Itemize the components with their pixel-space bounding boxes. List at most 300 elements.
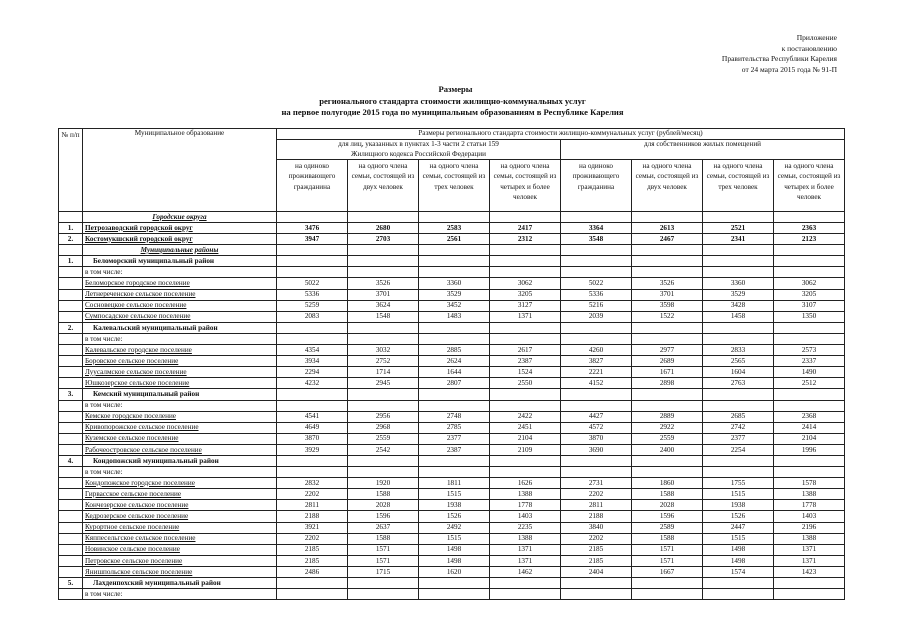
value-cell: 2945 [348, 378, 419, 389]
table-row [59, 278, 845, 289]
empty-cell [774, 589, 845, 600]
empty-cell [703, 245, 774, 256]
row-num-cell [59, 411, 83, 422]
row-num-cell [59, 444, 83, 455]
table-row [59, 311, 845, 322]
value-cell: 2583 [419, 223, 490, 234]
empty-cell [632, 267, 703, 278]
value-cell: 3947 [277, 234, 348, 245]
settlement-name: Калевальское городское поселение [83, 345, 277, 356]
value-cell: 2613 [632, 223, 703, 234]
empty-cell [277, 333, 348, 344]
settlement-name: Сумпосадское сельское поселение [83, 311, 277, 322]
empty-cell [703, 589, 774, 600]
value-cell: 3062 [774, 278, 845, 289]
value-cell: 3107 [774, 300, 845, 311]
settlement-name: Гирвасское сельское поселение [83, 489, 277, 500]
empty-cell [419, 467, 490, 478]
empty-cell [561, 267, 632, 278]
empty-cell [419, 400, 490, 411]
table-row [59, 467, 845, 478]
row-number: 4. [59, 455, 83, 466]
value-cell: 1604 [703, 367, 774, 378]
value-cell: 2703 [348, 234, 419, 245]
value-cell: 1667 [632, 566, 703, 577]
empty-cell [703, 333, 774, 344]
settlement-name: Сосновецкое сельское поселение [83, 300, 277, 311]
value-cell: 3529 [419, 289, 490, 300]
empty-cell [490, 333, 561, 344]
value-cell: 1578 [774, 478, 845, 489]
header-municipality: Муниципальное образование [83, 129, 277, 212]
value-cell: 3921 [277, 522, 348, 533]
value-cell: 4572 [561, 422, 632, 433]
table-row [59, 378, 845, 389]
table-row [59, 356, 845, 367]
value-cell: 2889 [632, 411, 703, 422]
value-cell: 2521 [703, 223, 774, 234]
value-cell: 2104 [774, 433, 845, 444]
empty-cell [348, 267, 419, 278]
empty-cell [277, 267, 348, 278]
table-row [59, 333, 845, 344]
value-cell: 3526 [348, 278, 419, 289]
value-cell: 1938 [419, 500, 490, 511]
row-num-cell [59, 367, 83, 378]
subheading: в том числе: [83, 589, 277, 600]
table-row [59, 211, 845, 222]
header-col: на одного члена семьи, состоящей из четырех и более человек [774, 159, 845, 211]
value-cell: 2188 [561, 511, 632, 522]
value-cell: 2221 [561, 367, 632, 378]
empty-cell [490, 455, 561, 466]
value-cell: 1620 [419, 566, 490, 577]
value-cell: 3690 [561, 444, 632, 455]
value-cell: 2486 [277, 566, 348, 577]
value-cell: 1371 [490, 311, 561, 322]
value-cell: 1423 [774, 566, 845, 577]
value-cell: 2617 [490, 345, 561, 356]
value-cell: 3827 [561, 356, 632, 367]
value-cell: 2377 [419, 433, 490, 444]
value-cell: 3870 [561, 433, 632, 444]
row-number: 2. [59, 234, 83, 245]
value-cell: 2387 [490, 356, 561, 367]
row-num-cell [59, 522, 83, 533]
value-cell: 2680 [348, 223, 419, 234]
value-cell: 3624 [348, 300, 419, 311]
value-cell: 1571 [632, 555, 703, 566]
subheading: в том числе: [83, 333, 277, 344]
value-cell: 3870 [277, 433, 348, 444]
header-col: на одного члена семьи, состоящей из трех человек [419, 159, 490, 211]
empty-cell [348, 333, 419, 344]
table-row [59, 234, 845, 245]
value-cell: 2185 [561, 544, 632, 555]
value-cell: 3934 [277, 356, 348, 367]
settlement-name: Курортное сельское поселение [83, 522, 277, 533]
empty-cell [561, 256, 632, 267]
empty-cell [490, 467, 561, 478]
row-num-cell [59, 489, 83, 500]
header-col: на одного члена семьи, состоящей из трех человек [703, 159, 774, 211]
value-cell: 2833 [703, 345, 774, 356]
value-cell: 2685 [703, 411, 774, 422]
empty-cell [561, 400, 632, 411]
value-cell: 5336 [561, 289, 632, 300]
empty-cell [632, 467, 703, 478]
header-group-a [277, 140, 561, 160]
row-number: 2. [59, 322, 83, 333]
empty-cell [277, 322, 348, 333]
value-cell: 2202 [561, 533, 632, 544]
subheading: в том числе: [83, 400, 277, 411]
district-name: Калевальский муниципальный район [83, 322, 277, 333]
row-number: 5. [59, 578, 83, 589]
row-number: 1. [59, 256, 83, 267]
value-cell: 2832 [277, 478, 348, 489]
table-row [59, 444, 845, 455]
value-cell: 2312 [490, 234, 561, 245]
row-num-cell [59, 289, 83, 300]
value-cell: 2254 [703, 444, 774, 455]
value-cell: 2368 [774, 411, 845, 422]
empty-cell [348, 589, 419, 600]
value-cell: 2742 [703, 422, 774, 433]
empty-cell [561, 467, 632, 478]
row-num-cell [59, 511, 83, 522]
value-cell: 2185 [277, 544, 348, 555]
empty-cell [774, 455, 845, 466]
value-cell: 1388 [490, 533, 561, 544]
title-line-2: регионального стандарта стоимости жилищно-коммунальных услуг [319, 95, 586, 106]
value-cell: 1498 [419, 555, 490, 566]
row-num-cell [59, 478, 83, 489]
value-cell: 1350 [774, 311, 845, 322]
table-row [59, 522, 845, 533]
value-cell: 2748 [419, 411, 490, 422]
subheading: в том числе: [83, 267, 277, 278]
empty-cell [348, 467, 419, 478]
value-cell: 1596 [348, 511, 419, 522]
row-num-cell [59, 378, 83, 389]
empty-cell [561, 589, 632, 600]
value-cell: 2565 [703, 356, 774, 367]
value-cell: 5336 [277, 289, 348, 300]
empty-cell [774, 211, 845, 222]
value-cell: 2559 [632, 433, 703, 444]
empty-cell [561, 245, 632, 256]
row-num-cell [59, 311, 83, 322]
row-num-cell [59, 433, 83, 444]
value-cell: 2763 [703, 378, 774, 389]
title-line-3: на первое полугодие 2015 года по муниципальным образованиям в Республике Карелия [281, 107, 624, 117]
value-cell: 2573 [774, 345, 845, 356]
table-row [59, 322, 845, 333]
value-cell: 1371 [774, 555, 845, 566]
value-cell: 2956 [348, 411, 419, 422]
table-row [59, 223, 845, 234]
value-cell: 1571 [348, 555, 419, 566]
empty-cell [703, 467, 774, 478]
value-cell: 3452 [419, 300, 490, 311]
appendix-line: Правительства Республики Карелия [721, 54, 837, 63]
document-title [0, 84, 905, 119]
value-cell: 2235 [490, 522, 561, 533]
empty-cell [561, 211, 632, 222]
value-cell: 4541 [277, 411, 348, 422]
table-row [59, 533, 845, 544]
empty-cell [632, 211, 703, 222]
empty-cell [348, 400, 419, 411]
table-row [59, 566, 845, 577]
value-cell: 3360 [419, 278, 490, 289]
value-cell: 1644 [419, 367, 490, 378]
table-row [59, 389, 845, 400]
value-cell: 1498 [703, 555, 774, 566]
settlement-name: Петровское сельское поселение [83, 555, 277, 566]
settlement-name: Янишпольское сельское поселение [83, 566, 277, 577]
value-cell: 1458 [703, 311, 774, 322]
value-cell: 2196 [774, 522, 845, 533]
value-cell: 1571 [632, 544, 703, 555]
value-cell: 2589 [632, 522, 703, 533]
value-cell: 2109 [490, 444, 561, 455]
empty-cell [490, 256, 561, 267]
value-cell: 1715 [348, 566, 419, 577]
value-cell: 3127 [490, 300, 561, 311]
settlement-name: Новинское сельское поселение [83, 544, 277, 555]
value-cell: 4427 [561, 411, 632, 422]
empty-cell [703, 578, 774, 589]
value-cell: 2188 [277, 511, 348, 522]
title-line-1: Размеры [438, 84, 473, 94]
header-group-a-line1: для лиц, указанных в пунктах 1-3 части 2 статьи 159 [338, 140, 499, 149]
appendix-line: к постановлению [781, 43, 837, 53]
empty-cell [632, 455, 703, 466]
value-cell: 2028 [348, 500, 419, 511]
value-cell: 1371 [490, 555, 561, 566]
table-row [59, 300, 845, 311]
group-heading: Городские округа [83, 211, 277, 222]
settlement-name: Куземское сельское поселение [83, 433, 277, 444]
empty-cell [348, 256, 419, 267]
empty-cell [774, 578, 845, 589]
value-cell: 1483 [419, 311, 490, 322]
tariff-table [58, 128, 845, 600]
empty-cell [419, 578, 490, 589]
value-cell: 3364 [561, 223, 632, 234]
empty-cell [632, 400, 703, 411]
empty-cell [348, 455, 419, 466]
value-cell: 2028 [632, 500, 703, 511]
row-num-cell [59, 211, 83, 222]
empty-cell [348, 389, 419, 400]
settlement-name: Боровское сельское поселение [83, 356, 277, 367]
header-sizes: Размеры регионального стандарта стоимости жилищно-коммунальных услуг (рублей/месяц) [277, 129, 845, 140]
empty-cell [774, 245, 845, 256]
value-cell: 3526 [632, 278, 703, 289]
value-cell: 1388 [774, 533, 845, 544]
empty-cell [419, 267, 490, 278]
empty-cell [632, 322, 703, 333]
settlement-name: Юшкозерское сельское поселение [83, 378, 277, 389]
value-cell: 2400 [632, 444, 703, 455]
row-number: 1. [59, 223, 83, 234]
header-col: на одиноко проживающего гражданина [561, 159, 632, 211]
value-cell: 4232 [277, 378, 348, 389]
value-cell: 1671 [632, 367, 703, 378]
value-cell: 2294 [277, 367, 348, 378]
row-num-cell [59, 422, 83, 433]
value-cell: 1860 [632, 478, 703, 489]
value-cell: 5022 [277, 278, 348, 289]
value-cell: 2898 [632, 378, 703, 389]
empty-cell [419, 589, 490, 600]
value-cell: 3701 [632, 289, 703, 300]
value-cell: 1388 [774, 489, 845, 500]
value-cell: 1588 [348, 533, 419, 544]
value-cell: 1920 [348, 478, 419, 489]
settlement-name: Кедрозерское сельское поселение [83, 511, 277, 522]
value-cell: 2417 [490, 223, 561, 234]
table-row [59, 267, 845, 278]
empty-cell [348, 211, 419, 222]
row-num-cell [59, 400, 83, 411]
empty-cell [490, 389, 561, 400]
empty-cell [490, 400, 561, 411]
district-name: Кондопожский муниципальный район [83, 455, 277, 466]
municipality-name: Петрозаводский городской округ [83, 223, 277, 234]
value-cell: 3032 [348, 345, 419, 356]
value-cell: 1462 [490, 566, 561, 577]
district-name: Беломорский муниципальный район [83, 256, 277, 267]
empty-cell [277, 455, 348, 466]
value-cell: 2447 [703, 522, 774, 533]
value-cell: 1811 [419, 478, 490, 489]
value-cell: 5216 [561, 300, 632, 311]
empty-cell [561, 322, 632, 333]
empty-cell [703, 211, 774, 222]
value-cell: 1388 [490, 489, 561, 500]
empty-cell [277, 467, 348, 478]
value-cell: 1526 [703, 511, 774, 522]
empty-cell [490, 322, 561, 333]
value-cell: 2337 [774, 356, 845, 367]
table-row [59, 555, 845, 566]
district-name: Лахденпохский муниципальный район [83, 578, 277, 589]
header-col: на одного члена семьи, состоящей из двух человек [632, 159, 703, 211]
value-cell: 2202 [277, 533, 348, 544]
empty-cell [632, 578, 703, 589]
settlement-name: Кяппесельгское сельское поселение [83, 533, 277, 544]
row-num-cell [59, 356, 83, 367]
value-cell: 1714 [348, 367, 419, 378]
value-cell: 2404 [561, 566, 632, 577]
value-cell: 2637 [348, 522, 419, 533]
empty-cell [419, 389, 490, 400]
row-num-cell [59, 500, 83, 511]
settlement-name: Кривопорожское сельское поселение [83, 422, 277, 433]
empty-cell [703, 455, 774, 466]
value-cell: 2785 [419, 422, 490, 433]
value-cell: 1588 [348, 489, 419, 500]
value-cell: 1490 [774, 367, 845, 378]
value-cell: 2624 [419, 356, 490, 367]
value-cell: 5259 [277, 300, 348, 311]
row-num-cell [59, 267, 83, 278]
empty-cell [774, 467, 845, 478]
value-cell: 1778 [490, 500, 561, 511]
value-cell: 3840 [561, 522, 632, 533]
value-cell: 1571 [348, 544, 419, 555]
value-cell: 2039 [561, 311, 632, 322]
header-group-b: для собственников жилых помещений [561, 140, 845, 160]
value-cell: 3428 [703, 300, 774, 311]
empty-cell [348, 245, 419, 256]
empty-cell [774, 267, 845, 278]
empty-cell [490, 267, 561, 278]
row-num-cell [59, 300, 83, 311]
row-num-cell [59, 533, 83, 544]
empty-cell [632, 589, 703, 600]
value-cell: 1403 [490, 511, 561, 522]
value-cell: 2561 [419, 234, 490, 245]
value-cell: 2752 [348, 356, 419, 367]
value-cell: 2512 [774, 378, 845, 389]
row-number: 3. [59, 389, 83, 400]
header-num: № п/п [59, 129, 83, 212]
value-cell: 2550 [490, 378, 561, 389]
settlement-name: Летнереченское сельское поселение [83, 289, 277, 300]
empty-cell [490, 245, 561, 256]
value-cell: 2451 [490, 422, 561, 433]
empty-cell [490, 578, 561, 589]
empty-cell [419, 322, 490, 333]
header-col: на одиноко проживающего гражданина [277, 159, 348, 211]
value-cell: 1588 [632, 489, 703, 500]
empty-cell [277, 400, 348, 411]
district-name: Кемский муниципальный район [83, 389, 277, 400]
header-group-a-line2: Жилищного кодекса Российской Федерации [351, 149, 486, 158]
table-row [59, 578, 845, 589]
subheading: в том числе: [83, 467, 277, 478]
value-cell: 3701 [348, 289, 419, 300]
appendix-block [722, 33, 837, 75]
value-cell: 1996 [774, 444, 845, 455]
table-row [59, 256, 845, 267]
empty-cell [703, 400, 774, 411]
settlement-name: Кондопожское городское поселение [83, 478, 277, 489]
header-col: на одного члена семьи, состоящей из четырех и более человек [490, 159, 561, 211]
value-cell: 2363 [774, 223, 845, 234]
value-cell: 4649 [277, 422, 348, 433]
value-cell: 3360 [703, 278, 774, 289]
row-num-cell [59, 566, 83, 577]
empty-cell [632, 333, 703, 344]
value-cell: 2811 [561, 500, 632, 511]
empty-cell [774, 256, 845, 267]
value-cell: 1574 [703, 566, 774, 577]
value-cell: 2202 [277, 489, 348, 500]
row-num-cell [59, 467, 83, 478]
table-row [59, 400, 845, 411]
empty-cell [348, 578, 419, 589]
value-cell: 2922 [632, 422, 703, 433]
empty-cell [419, 455, 490, 466]
row-num-cell [59, 555, 83, 566]
value-cell: 3062 [490, 278, 561, 289]
